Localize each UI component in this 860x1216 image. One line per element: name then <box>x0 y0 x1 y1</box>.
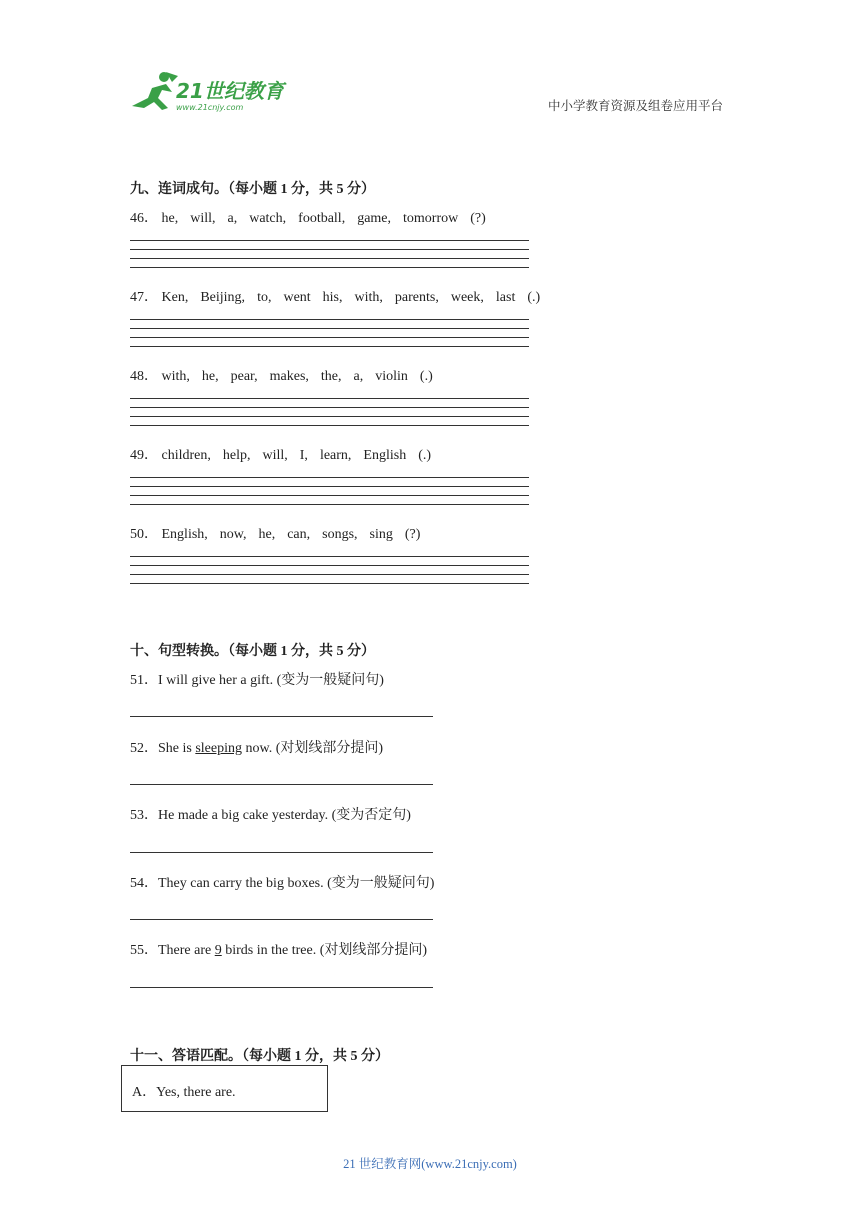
question-49: 49． children, help, will, I, learn, English (.) <box>130 448 432 463</box>
answer-option-a: A．Yes, there are. <box>132 1085 236 1100</box>
footer-text[interactable]: 21 世纪教育网(www.21cnjy.com) <box>343 1157 517 1171</box>
answer-line-54[interactable] <box>130 919 433 920</box>
question-53: 53．He made a big cake yesterday. (变为否定句) <box>130 808 411 823</box>
underlined-number: 9 <box>214 943 222 958</box>
answer-line-53[interactable] <box>130 852 433 853</box>
runner-icon <box>132 72 178 110</box>
question-51: 51．I will give her a gift. (变为一般疑问句) <box>130 673 384 688</box>
header-platform-text: 中小学教育资源及组卷应用平台 <box>548 99 724 113</box>
answer-lines-50[interactable] <box>130 556 529 586</box>
answer-lines-47[interactable] <box>130 319 529 349</box>
answer-lines-49[interactable] <box>130 477 529 507</box>
question-46: 46． he, will, a, watch, football, game, tomorrow (?) <box>130 211 486 226</box>
question-47: 47． Ken, Beijing, to, went his, with, parents, week, last (.) <box>130 290 541 305</box>
logo <box>122 68 292 114</box>
underlined-word: sleeping <box>195 741 242 756</box>
answer-lines-46[interactable] <box>130 240 529 270</box>
answer-line-55[interactable] <box>130 987 433 988</box>
section-9-title: 九、连词成句。（每小题 1 分，共 5 分） <box>130 182 375 197</box>
logo-url: www.21cnjy.com <box>176 103 244 112</box>
question-55: 55．There are 9 birds in the tree. (对划线部分提问) <box>130 943 428 958</box>
section-10-title: 十、句型转换。（每小题 1 分，共 5 分） <box>130 644 375 659</box>
answer-option-a-box <box>121 1065 328 1112</box>
question-48: 48． with, he, pear, makes, the, a, violin (.) <box>130 369 433 384</box>
question-52: 52．She is sleeping now. (对划线部分提问) <box>130 741 384 756</box>
answer-lines-48[interactable] <box>130 398 529 428</box>
logo-text: 21世纪教育 <box>176 79 284 103</box>
section-11-title: 十一、答语匹配。（每小题 1 分，共 5 分） <box>130 1049 389 1064</box>
answer-line-51[interactable] <box>130 716 433 717</box>
question-54: 54．They can carry the big boxes. (变为一般疑问句) <box>130 876 435 891</box>
question-50: 50． English, now, he, can, songs, sing (?) <box>130 527 421 542</box>
answer-line-52[interactable] <box>130 784 433 785</box>
